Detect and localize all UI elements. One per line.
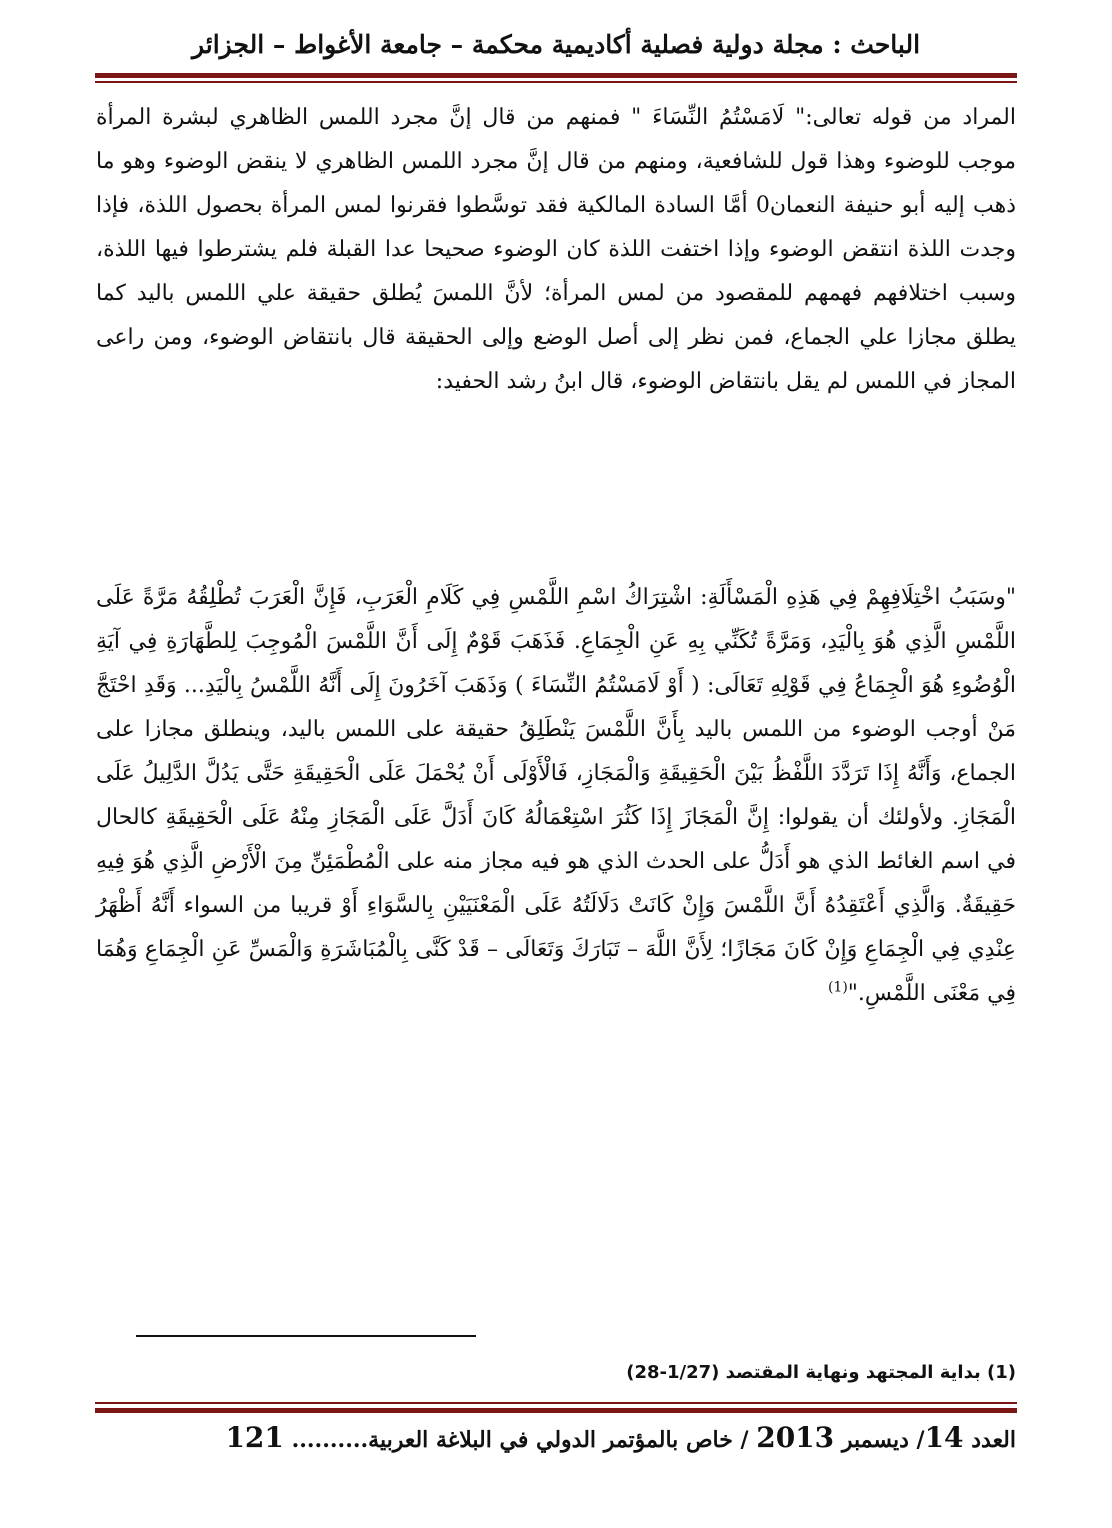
quotation-text: "وسَبَبُ اخْتِلَافِهِمْ فِي هَذِهِ الْمَسْأَلَةِ: اشْتِرَاكُ اسْمِ اللَّمْسِ فِي كَلَامِ الْعَرَبِ، فَإِنَّ الْعَرَبَ تُطْلِقُهُ مَرَّةً عَلَى اللَّمْسِ الَّذِي هُوَ بِالْيَدِ، وَمَرَّةً تُكَنِّي بِهِ عَنِ الْجِمَاعِ. فَذَهَبَ قَوْمٌ إِلَى أَنَّ اللَّمْسَ الْمُوجِبَ لِلطَّهَارَةِ فِي آيَةِ الْوُضُوءِ هُوَ الْجِمَاعُ فِي قَوْلِهِ تَعَالَى: ( أَوْ لَامَسْتُمُ النِّسَاءَ ) وَذَهَبَ آخَرُونَ إِلَى أَنَّهُ اللَّمْسُ بِالْيَدِ... وَقَدِ احْتَجَّ مَنْ أوجب الوضوء من اللمس باليد بِأَنَّ اللَّمْسَ يَنْطَلِقُ حقيقة على اللمس باليد، وينطلق مجازا على الجماع، وَأَنَّهُ إِذَا تَرَدَّدَ اللَّفْظُ بَيْنَ الْحَقِيقَةِ وَالْمَجَازِ، فَالْأَوْلَى أَنْ يُحْمَلَ عَلَى الْحَقِيقَةِ حَتَّى يَدُلَّ الدَّلِيلُ عَلَى الْمَجَازِ. ولأولئك أن يقولوا: إِنَّ الْمَجَازَ إِذَا كَثُرَ اسْتِعْمَالُهُ كَانَ أَدَلَّ عَلَى الْمَجَازِ مِنْهُ عَلَى الْحَقِيقَةِ كالحال في اسم الغائط الذي هو أَدَلُّ على الحدث الذي هو فيه مجاز منه على الْمُطْمَئِنِّ مِنَ الْأَرْضِ الَّذِي هُوَ فِيهِ حَقِيقَةٌ. وَالَّذِي أَعْتَقِدُهُ أَنَّ اللَّمْسَ وَإِنْ كَانَتْ دَلَالَتُهُ عَلَى الْمَعْنَيَيْنِ بِالسَّوَاءِ أَوْ قريبا من السواء أَنَّهُ أَظْهَرُ عِنْدِي فِي الْجِمَاعِ وَإِنْ كَانَ مَجَازًا؛ لِأَنَّ اللَّهَ – تَبَارَكَ وَتَعَالَى – قَدْ كَنَّى بِالْمُبَاشَرَةِ وَالْمَسِّ عَنِ الْجِمَاعِ وَهُمَا فِي مَعْنَى اللَّمْسِ.": [96, 585, 1016, 1006]
header-rule-thin: [95, 81, 1017, 83]
quotation-container: [96, 576, 1016, 1016]
footnote: (1) بداية المجتهد ونهاية المقتصد (1/27-28): [626, 1362, 1016, 1383]
paragraph-text: المراد من قوله تعالى:" لَامَسْتُمُ النِّسَاءَ " فمنهم من قال إنَّ مجرد اللمس الظاهري لبشرة المرأة موجب للوضوء وهذا قول للشافعية، ومنهم من قال إنَّ مجرد اللمس الظاهري لا ينقض الوضوء وهو ما ذهب إليه أبو حنيفة النعمان0 أمَّا السادة المالكية فقد توسَّطوا فقرنوا لمس المرأة بحصول اللذة، فإذا وجدت اللذة انتقض الوضوء وإذا اختفت اللذة كان الوضوء صحيحا عدا القبلة فلم يشترطوا فيها اللذة، وسبب اختلافهم فهمهم للمقصود من لمس المرأة؛ لأنَّ اللمسَ يُطلق حقيقة علي اللمس باليد كما يطلق مجازا علي الجماع، فمن نظر إلى أصل الوضع وإلى الحقيقة قال بانتقاض الوضوء، ومن راعى المجاز في اللمس لم يقل بانتقاض الوضوء، قال ابنُ رشد الحفيد:: [96, 105, 1016, 394]
footnote-reference[interactable]: (1): [827, 979, 848, 996]
footer-rule-thin: [95, 1402, 1017, 1404]
body-paragraph-1: [96, 96, 1016, 404]
footnote-separator: [136, 1335, 476, 1337]
issue-month: / ديسمبر: [841, 1427, 925, 1453]
body-quotation: [96, 576, 1016, 1016]
page-header: الباحث : مجلة دولية فصلية أكاديمية محكمة – جامعة الأغواط – الجزائر: [191, 30, 921, 59]
page-footer: [96, 1414, 1016, 1464]
issue-label: العدد: [971, 1427, 1016, 1453]
issue-number: 14: [924, 1421, 964, 1454]
header-rule-thick: [95, 73, 1017, 78]
issue-year: 2013: [756, 1421, 835, 1454]
issue-description: / خاص بالمؤتمر الدولي في البلاغة العربية..........: [291, 1427, 749, 1453]
page-number: 121: [225, 1421, 284, 1454]
footer-rule-thick: [95, 1408, 1017, 1413]
